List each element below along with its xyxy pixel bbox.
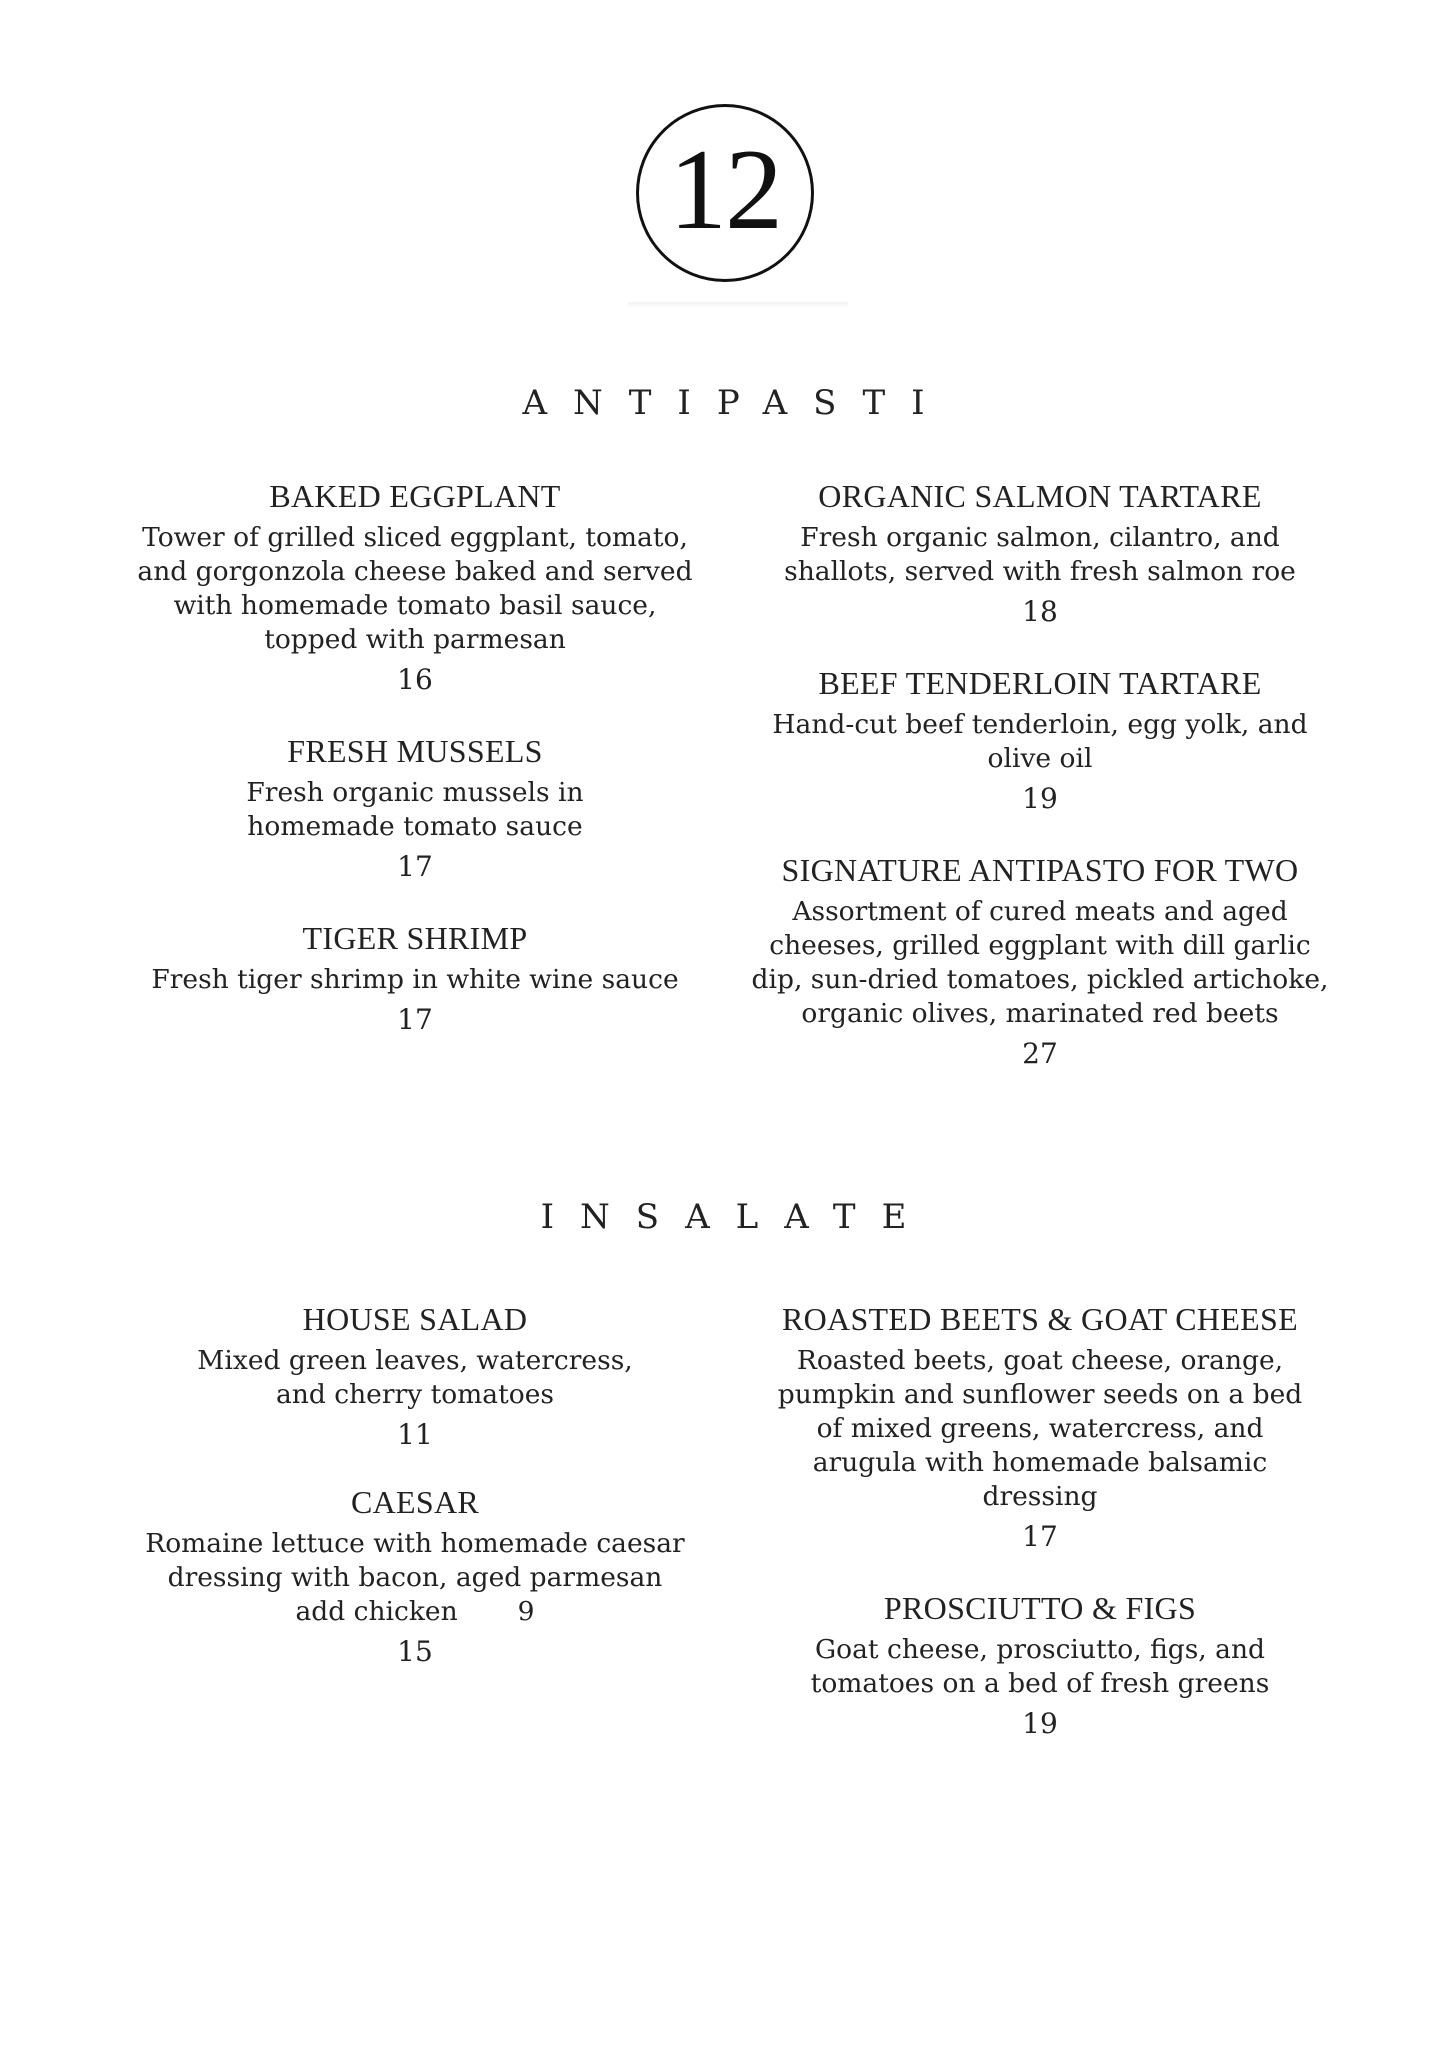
item-price: 15 <box>397 1635 433 1668</box>
section-title-insalate: INSALATE <box>540 1197 933 1237</box>
item-name: CAESAR <box>350 1484 480 1520</box>
menu-item-organic-salmon-tartare <box>750 476 1330 631</box>
item-description: Assortment of cured meats and aged cheeses, grilled eggplant with dill garlic dip, sun-dried tomatoes, pickled artichoke, organic olives, marinated red beets <box>751 896 1329 1029</box>
menu-item-prosciutto-figs <box>750 1588 1330 1743</box>
item-description: Fresh organic mussels in homemade tomato sauce <box>246 777 584 842</box>
item-name: BEEF TENDERLOIN TARTARE <box>818 665 1262 701</box>
item-description: Romaine lettuce with homemade caesar dressing with bacon, aged parmesan <box>145 1528 685 1593</box>
item-name: PROSCIUTTO & FIGS <box>883 1590 1197 1626</box>
menu-item-baked-eggplant <box>125 476 705 699</box>
item-description: Roasted beets, goat cheese, orange, pumpkin and sunflower seeds on a bed of mixed greens, watercress, and arugula with homemade balsamic dressing <box>777 1345 1303 1512</box>
item-description: Fresh organic salmon, cilantro, and shallots, served with fresh salmon roe <box>784 522 1296 587</box>
item-description: Fresh tiger shrimp in white wine sauce <box>151 964 679 995</box>
addon-label: add chicken <box>295 1596 458 1627</box>
menu-item-tiger-shrimp <box>125 918 705 1039</box>
item-name: BAKED EGGPLANT <box>269 478 561 514</box>
item-price: 19 <box>1022 1707 1058 1740</box>
item-price: 17 <box>397 850 433 883</box>
insalate-left-column <box>125 1299 705 1671</box>
item-description: Tower of grilled sliced eggplant, tomato, and gorgonzola cheese baked and served with homemade tomato basil sauce, topped with parmesan <box>137 522 693 655</box>
item-price: 16 <box>397 663 433 696</box>
menu-item-signature-antipasto <box>750 850 1330 1073</box>
item-price: 18 <box>1022 595 1058 628</box>
menu-item-caesar <box>125 1482 705 1671</box>
item-description: Mixed green leaves, watercress, and cherry tomatoes <box>197 1345 633 1410</box>
item-description: Hand-cut beef tenderloin, egg yolk, and olive oil <box>772 709 1308 774</box>
item-name: FRESH MUSSELS <box>287 733 543 769</box>
item-price: 17 <box>1022 1520 1058 1553</box>
item-price: 27 <box>1022 1037 1058 1070</box>
menu-item-house-salad <box>125 1299 705 1454</box>
item-price: 19 <box>1022 782 1058 815</box>
item-price: 17 <box>397 1003 433 1036</box>
logo-shadow <box>628 302 848 308</box>
item-addon <box>125 1595 705 1629</box>
menu-item-beef-tenderloin-tartare <box>750 663 1330 818</box>
logo-number: 12 <box>669 126 781 254</box>
item-name: HOUSE SALAD <box>302 1301 528 1337</box>
menu-item-fresh-mussels <box>125 731 705 886</box>
section-title-antipasti: ANTIPASTI <box>522 383 951 423</box>
insalate-right-column <box>750 1299 1330 1743</box>
antipasti-left-column <box>125 476 705 1039</box>
antipasti-right-column <box>750 476 1330 1073</box>
item-name: ROASTED BEETS & GOAT CHEESE <box>782 1301 1298 1337</box>
restaurant-logo <box>636 104 814 282</box>
menu-item-roasted-beets-goat-cheese <box>750 1299 1330 1556</box>
item-name: SIGNATURE ANTIPASTO FOR TWO <box>781 852 1299 888</box>
item-name: TIGER SHRIMP <box>302 920 528 956</box>
item-name: ORGANIC SALMON TARTARE <box>818 478 1262 514</box>
item-description: Goat cheese, prosciutto, figs, and tomatoes on a bed of fresh greens <box>810 1634 1270 1699</box>
item-price: 11 <box>397 1418 433 1451</box>
addon-price: 9 <box>517 1596 535 1627</box>
